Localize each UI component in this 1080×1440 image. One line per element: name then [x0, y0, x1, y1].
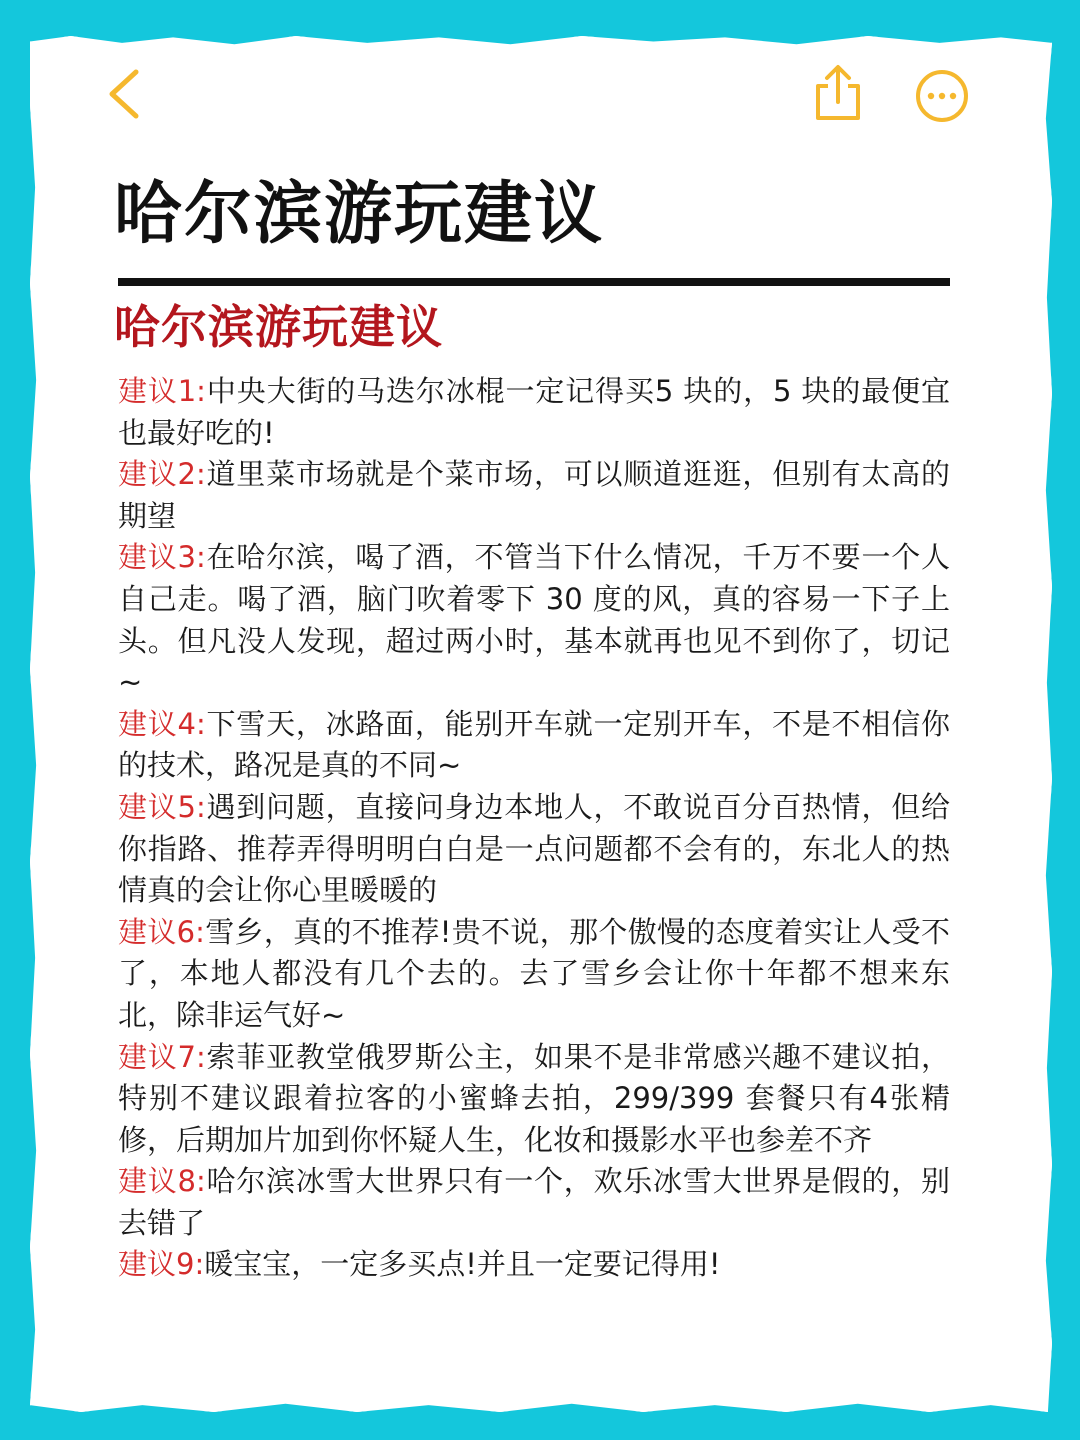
tip-item [118, 1244, 950, 1286]
back-button[interactable] [100, 66, 150, 122]
share-button[interactable] [810, 62, 866, 124]
tip-item [118, 704, 950, 787]
tip-item [118, 1037, 950, 1162]
tip-text: 下雪天，冰路面，能别开车就一定别开车，不是不相信你的技术，路况是真的不同~ [118, 706, 950, 783]
tip-label: 建议8: [118, 1164, 206, 1199]
tip-item [118, 537, 950, 703]
tip-text: 雪乡，真的不推荐!贵不说，那个傲慢的态度着实让人受不了，本地人都没有几个去的。去了雪乡会让你十年都不想来东北，除非运气好~ [118, 914, 950, 1032]
tips-list [118, 371, 950, 1286]
tip-label: 建议3: [118, 540, 206, 575]
tip-item [118, 1161, 950, 1244]
tip-text: 遇到问题，直接问身边本地人，不敢说百分百热情，但给你指路、推荐弄得明明白白是一点问题都不会有的，东北人的热情真的会让你心里暖暖的 [118, 789, 950, 908]
tip-text: 中央大街的马迭尔冰棍一定记得买5 块的，5 块的最便宜也最好吃的! [118, 374, 950, 450]
tip-text: 索菲亚教堂俄罗斯公主，如果不是非常感兴趣不建议拍，特别不建议跟着拉客的小蜜蜂去拍，299/399 套餐只有4张精修，后期加片加到你怀疑人生，化妆和摄影水平也参差不齐 [118, 1039, 950, 1157]
tip-label: 建议5: [118, 789, 206, 824]
tip-text: 哈尔滨冰雪大世界只有一个，欢乐冰雪大世界是假的，别去错了 [118, 1164, 950, 1240]
share-icon [810, 62, 866, 124]
tip-item [118, 912, 950, 1037]
tip-text: 暖宝宝，一定多买点!并且一定要记得用! [204, 1247, 721, 1282]
tip-label: 建议6: [118, 914, 205, 949]
title-divider [118, 278, 950, 286]
tip-item [118, 787, 950, 912]
tip-label: 建议2: [118, 457, 206, 492]
tip-text: 道里菜市场就是个菜市场，可以顺道逛逛，但别有太高的期望 [118, 457, 950, 533]
more-icon [914, 68, 970, 124]
tip-label: 建议1: [118, 374, 206, 408]
tip-item [118, 454, 950, 537]
more-button[interactable] [914, 68, 970, 124]
tip-label: 建议7: [118, 1039, 206, 1074]
tip-label: 建议4: [118, 706, 206, 741]
tip-label: 建议9: [118, 1247, 205, 1282]
chevron-left-icon [100, 66, 150, 122]
tip-item [118, 371, 950, 454]
tip-text: 在哈尔滨，喝了酒，不管当下什么情况，千万不要一个人自己走。喝了酒，脑门吹着零下 30 度的风，真的容易一下子上头。但凡没人发现，超过两小时，基本就再也见不到你了，切记~ [118, 540, 950, 700]
section-heading: 哈尔滨游玩建议 [114, 300, 443, 354]
page-title: 哈尔滨游玩建议 [114, 175, 605, 254]
